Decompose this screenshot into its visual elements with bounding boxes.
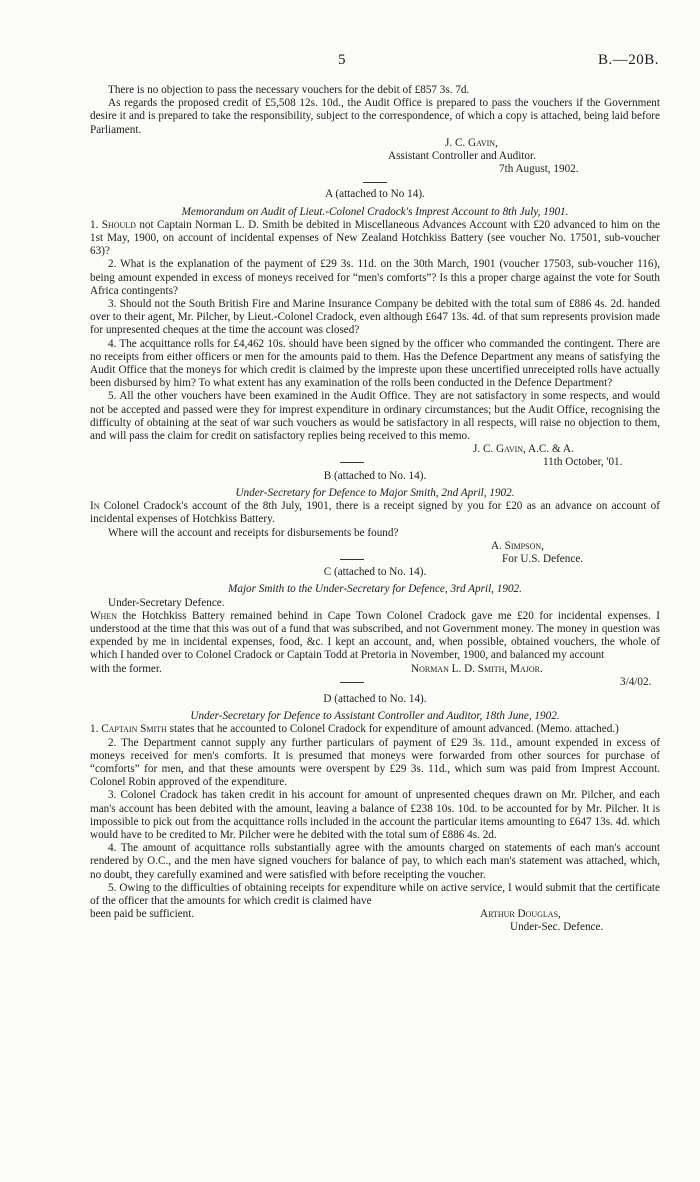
section-d-paragraph-5: 5. Owing to the difficulties of obtaining receipts for expenditure while on active service, I would submit that the certificate of the officer that the amounts for which credit is claimed have xyxy=(90,881,660,907)
section-c-paragraph-1: When the Hotchkiss Battery remained behind in Cape Town Colonel Cradock gave me £20 for incidental expenses. I understood at the time that this was out of a fund that was subscribed, and not Government money. The money in question was expended by me in incidental expenses, food, &c. I kept an account, and, when possible, obtained vouchers, the whole of which I handed over to Colonel Cradock or Captain Todd at Pretoria in November, 1900, and balanced my account xyxy=(90,609,660,662)
section-c-signature-date-row: 3/4/02. xyxy=(90,676,660,689)
intro-signature-title: Assistant Controller and Auditor. xyxy=(388,150,536,163)
section-d-paragraph-3: 3. Colonel Cradock has taken credit in his account for amount of unpresented cheques drawn on Mr. Pilcher, and each man's account has been debited with the amount, leaving a balance of £238 10s. 10d. to be accounted for by Mr. Pilcher. It is impossible to pick out from the acquittance rolls included in the account the particular items amounting to £647 13s. 4d. which would have to be credited to Mr. Pilcher were he debited with the total sum of £886 4s. 2d. xyxy=(90,789,660,841)
section-c-heading: C (attached to No. 14). xyxy=(323,566,427,579)
intro-signature-name: J. C. Gavin, xyxy=(445,136,498,149)
section-a-signature-name: J. C. Gavin, A.C. & A. xyxy=(473,443,574,456)
section-c-title: Major Smith to the Under-Secretary for Defence, 3rd April, 1902. xyxy=(228,583,522,596)
page-number: 5 xyxy=(338,52,346,68)
section-a-title: Memorandum on Audit of Lieut.-Colonel Cradock's Imprest Account to 8th July, 1901. xyxy=(181,205,569,218)
section-c-last-line: with the former. Norman L. D. Smith, Major. xyxy=(90,662,543,675)
section-b-signature-title-row: For U.S. Defence. xyxy=(90,553,660,566)
document-body xyxy=(90,84,660,935)
section-a-paragraph-3: 3. Should not the South British Fire and Marine Insurance Company be debited with the total sum of £886 4s. 2d. handed over to their agent, Mr. Pilcher, by Lieut.-Colonel Cradock, even although £647 13s. 4d. of that sum represents provision made for unpresented cheques at the time the account was closed? xyxy=(90,298,660,337)
section-a-paragraph-4: 4. The acquittance rolls for £4,462 10s. should have been signed by the officer who commanded the contingent. There are no receipts from either officers or men for the amounts paid to them. Has the Defence Department any means of satisfying the Audit Office that the moneys for which credit is claimed by the impreste upon these uncertified unreceipted rolls have actually been disbursed by him? To what extent has any examination of the rolls been conducted in the Defence Department? xyxy=(90,337,660,390)
intro-paragraph-1: There is no objection to pass the necessary vouchers for the debit of £857 3s. 7d. xyxy=(108,84,470,96)
section-d-paragraph-4: 4. The amount of acquittance rolls substantially agree with the amounts charged on statements of each man's account rendered by O.C., and the men have signed vouchers for balance of pay, to which each man's statement was attached, which, no doubt, they carefully examined and were satisfied with before receipting the voucher. xyxy=(90,842,660,881)
section-d-signature-title: Under-Sec. Defence. xyxy=(510,921,604,934)
intro-signature-date: 7th August, 1902. xyxy=(499,163,579,176)
section-b-heading: B (attached to No. 14). xyxy=(323,469,427,482)
intro-paragraph-2: As regards the proposed credit of £5,508 12s. 10d., the Audit Office is prepared to pass the vouchers if the Government desire it and is prepared to take the responsibility, subject to the correspondence, of which a copy is attached, being laid before Parliament. xyxy=(90,97,660,136)
section-divider xyxy=(363,182,387,183)
section-divider xyxy=(340,559,364,560)
section-b-title: Under-Secretary for Defence to Major Smith, 2nd April, 1902. xyxy=(235,486,515,499)
section-d-paragraph-2: 2. The Department cannot supply any further particulars of payment of £29 3s. 11d., amount expended in excess of moneys received for men's comforts. It is presumed that moneys were forwarded from other sources for purchase of “comforts” for men, and that these amounts were overspent by £29 3s. 11d., which sum was paid from Imprest Account. Colonel Robin approved of the expenditure. xyxy=(90,736,660,789)
section-a-paragraph-5: 5. All the other vouchers have been examined in the Audit Office. They are not satisfactory in some respects, and would not be accepted and passed were they for imprest expenditure in ordinary circumstances; but the Audit Office, recognising the difficulty of obtaining at the seat of war such vouchers as would be satisfactory in all respects, will raise no objection to them, and will pass the claim for credit on satisfactory replies being received to this memo. xyxy=(90,390,660,443)
section-a-paragraph-2: 2. What is the explanation of the payment of £29 3s. 11d. on the 30th March, 1901 (voucher 17503, sub-voucher 116), being amount expended in excess of moneys received for “men's comforts”? Is this a proper charge against the vote for South Africa contingents? xyxy=(90,258,660,297)
section-a-heading: A (attached to No 14). xyxy=(325,188,425,201)
section-b-paragraph-1: In Colonel Cradock's account of the 8th July, 1901, there is a receipt signed by you for £20 as an advance on account of incidental expenses of Hotchkiss Battery. xyxy=(90,500,660,526)
section-b-paragraph-2: Where will the account and receipts for disbursements be found? xyxy=(108,526,399,539)
section-d-heading: D (attached to No. 14). xyxy=(323,692,427,705)
section-b-signature-name: A. Simpson, xyxy=(491,539,544,552)
document-reference: B.—20B. xyxy=(597,52,659,68)
section-divider xyxy=(340,682,364,683)
section-c-salutation: Under-Secretary Defence. xyxy=(108,596,225,609)
section-d-last-line: been paid be sufficient. Arthur Douglas, xyxy=(90,908,561,921)
section-d-paragraph-1: 1. Captain Smith states that he accounted to Colonel Cradock for expenditure of amount advanced. (Memo. attached.) xyxy=(90,723,619,736)
section-a-signature-date-row: 11th October, '01. xyxy=(90,456,660,469)
section-d-title: Under-Secretary for Defence to Assistant Controller and Auditor, 18th June, 1902. xyxy=(190,710,560,723)
section-a-paragraph-1: 1. Should not Captain Norman L. D. Smith be debited in Miscellaneous Advances Account with £20 advanced to him on the 1st May, 1900, on account of incidental expenses of New Zealand Hotchkiss Battery (see voucher No. 17501, sub-voucher 63)? xyxy=(90,218,661,258)
section-divider xyxy=(340,462,364,463)
section-d-signature-name: Arthur Douglas, xyxy=(480,908,561,921)
section-c-signature-name: Norman L. D. Smith, Major. xyxy=(411,662,543,675)
